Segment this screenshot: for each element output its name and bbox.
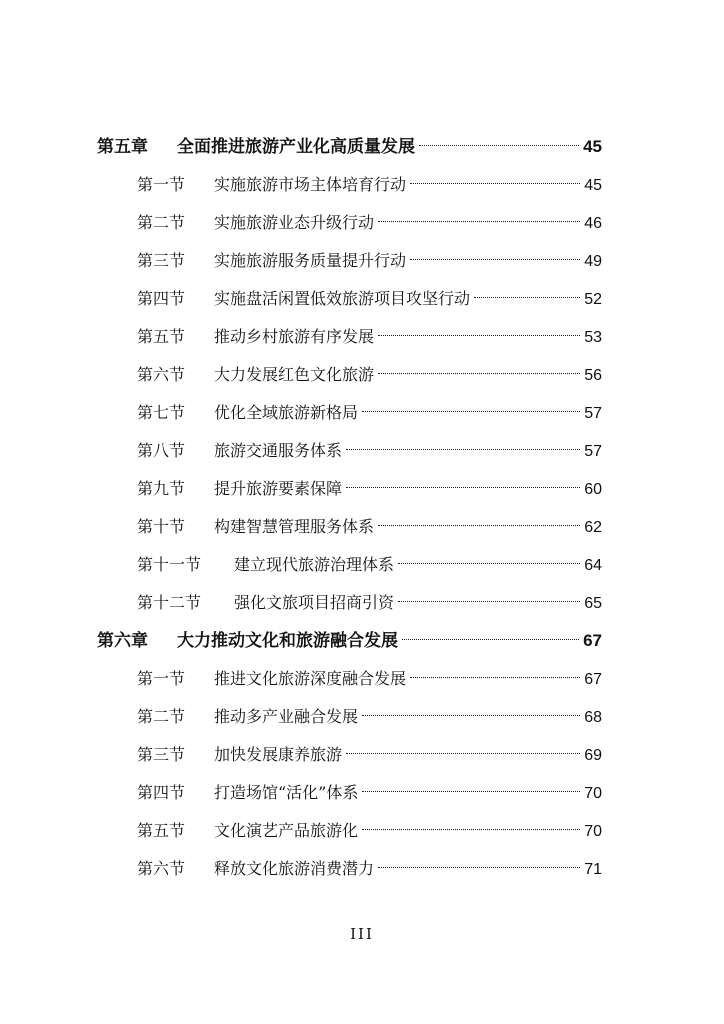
toc-section-row[interactable] (97, 204, 602, 242)
toc-page-number: 67 (583, 631, 602, 650)
toc-dot-leader (419, 145, 579, 146)
toc-section-title: 强化文旅项目招商引资 (234, 593, 395, 612)
toc-section-row[interactable] (97, 850, 602, 888)
page-footer-number: III (350, 925, 374, 943)
toc-section-number: 第四节 (137, 289, 186, 308)
toc-section-row[interactable] (97, 470, 602, 508)
toc-section-title: 打造场馆“活化”体系 (214, 783, 359, 802)
toc-page-number: 49 (584, 253, 602, 270)
toc-section-title: 文化演艺产品旅游化 (214, 821, 359, 840)
toc-dot-leader (362, 829, 580, 830)
toc-page-number: 57 (584, 443, 602, 460)
toc-section-number: 第七节 (137, 403, 186, 422)
toc-section-title: 提升旅游要素保障 (214, 479, 343, 498)
toc-section-number: 第一节 (137, 669, 186, 688)
toc-chapter-number: 第五章 (97, 137, 148, 157)
toc-chapter-title: 大力推动文化和旅游融合发展 (177, 631, 398, 651)
toc-section-title: 实施旅游服务质量提升行动 (214, 251, 407, 270)
toc-page-number: 45 (583, 137, 602, 156)
toc-section-title: 推动乡村旅游有序发展 (214, 327, 375, 346)
table-of-contents (97, 128, 602, 888)
toc-section-number: 第九节 (137, 479, 186, 498)
toc-dot-leader (362, 715, 580, 716)
toc-page-number: 64 (584, 557, 602, 574)
toc-section-row[interactable] (97, 584, 602, 622)
toc-section-row[interactable] (97, 774, 602, 812)
toc-page-number: 68 (584, 709, 602, 726)
toc-section-row[interactable] (97, 736, 602, 774)
toc-section-title: 构建智慧管理服务体系 (214, 517, 375, 536)
toc-page-number: 65 (584, 595, 602, 612)
toc-section-number: 第五节 (137, 327, 186, 346)
toc-page-number: 52 (584, 291, 602, 308)
toc-dot-leader (362, 791, 580, 792)
toc-section-row[interactable] (97, 280, 602, 318)
toc-dot-leader (378, 335, 580, 336)
toc-section-title: 加快发展康养旅游 (214, 745, 343, 764)
toc-page-number: 46 (584, 215, 602, 232)
toc-dot-leader (346, 487, 580, 488)
toc-dot-leader (402, 639, 579, 640)
toc-page-number: 67 (584, 671, 602, 688)
toc-section-number: 第二节 (137, 213, 186, 232)
toc-section-row[interactable] (97, 318, 602, 356)
toc-dot-leader (346, 753, 580, 754)
toc-section-row[interactable] (97, 546, 602, 584)
toc-section-number: 第六节 (137, 365, 186, 384)
toc-section-row[interactable] (97, 508, 602, 546)
toc-section-number: 第六节 (137, 859, 186, 878)
toc-section-row[interactable] (97, 394, 602, 432)
toc-section-number: 第三节 (137, 745, 186, 764)
toc-page-number: 45 (584, 177, 602, 194)
toc-page-number: 71 (584, 861, 602, 878)
toc-page-number: 70 (584, 823, 602, 840)
toc-dot-leader (378, 221, 580, 222)
toc-section-row[interactable] (97, 812, 602, 850)
toc-page-number: 57 (584, 405, 602, 422)
toc-dot-leader (378, 525, 580, 526)
toc-section-row[interactable] (97, 660, 602, 698)
toc-page-number: 60 (584, 481, 602, 498)
toc-chapter-row[interactable] (97, 622, 602, 660)
toc-section-title: 推进文化旅游深度融合发展 (214, 669, 407, 688)
toc-chapter-title: 全面推进旅游产业化高质量发展 (177, 137, 415, 157)
toc-section-title: 旅游交通服务体系 (214, 441, 343, 460)
toc-dot-leader (398, 601, 580, 602)
toc-page-number: 62 (584, 519, 602, 536)
toc-dot-leader (474, 297, 580, 298)
toc-section-title: 实施盘活闲置低效旅游项目攻坚行动 (214, 289, 471, 308)
toc-page-number: 69 (584, 747, 602, 764)
toc-section-number: 第五节 (137, 821, 186, 840)
toc-section-row[interactable] (97, 242, 602, 280)
toc-section-row[interactable] (97, 432, 602, 470)
toc-section-title: 实施旅游市场主体培育行动 (214, 175, 407, 194)
toc-section-number: 第一节 (137, 175, 186, 194)
toc-dot-leader (378, 373, 580, 374)
toc-dot-leader (398, 563, 580, 564)
toc-dot-leader (378, 867, 580, 868)
toc-section-number: 第十一节 (137, 555, 202, 574)
toc-dot-leader (410, 259, 580, 260)
toc-section-row[interactable] (97, 356, 602, 394)
toc-section-title: 大力发展红色文化旅游 (214, 365, 375, 384)
toc-section-number: 第十二节 (137, 593, 202, 612)
toc-dot-leader (362, 411, 580, 412)
toc-section-title: 优化全域旅游新格局 (214, 403, 359, 422)
toc-section-title: 实施旅游业态升级行动 (214, 213, 375, 232)
toc-section-number: 第三节 (137, 251, 186, 270)
toc-page-number: 56 (584, 367, 602, 384)
toc-dot-leader (410, 677, 580, 678)
toc-dot-leader (410, 183, 580, 184)
toc-section-title: 推动多产业融合发展 (214, 707, 359, 726)
toc-dot-leader (346, 449, 580, 450)
toc-chapter-row[interactable] (97, 128, 602, 166)
toc-page-number: 70 (584, 785, 602, 802)
toc-section-title: 建立现代旅游治理体系 (234, 555, 395, 574)
toc-page-number: 53 (584, 329, 602, 346)
toc-section-number: 第四节 (137, 783, 186, 802)
toc-section-number: 第二节 (137, 707, 186, 726)
toc-section-row[interactable] (97, 698, 602, 736)
toc-chapter-number: 第六章 (97, 631, 148, 651)
toc-section-title: 释放文化旅游消费潜力 (214, 859, 375, 878)
toc-section-number: 第十节 (137, 517, 186, 536)
toc-section-number: 第八节 (137, 441, 186, 460)
toc-section-row[interactable] (97, 166, 602, 204)
